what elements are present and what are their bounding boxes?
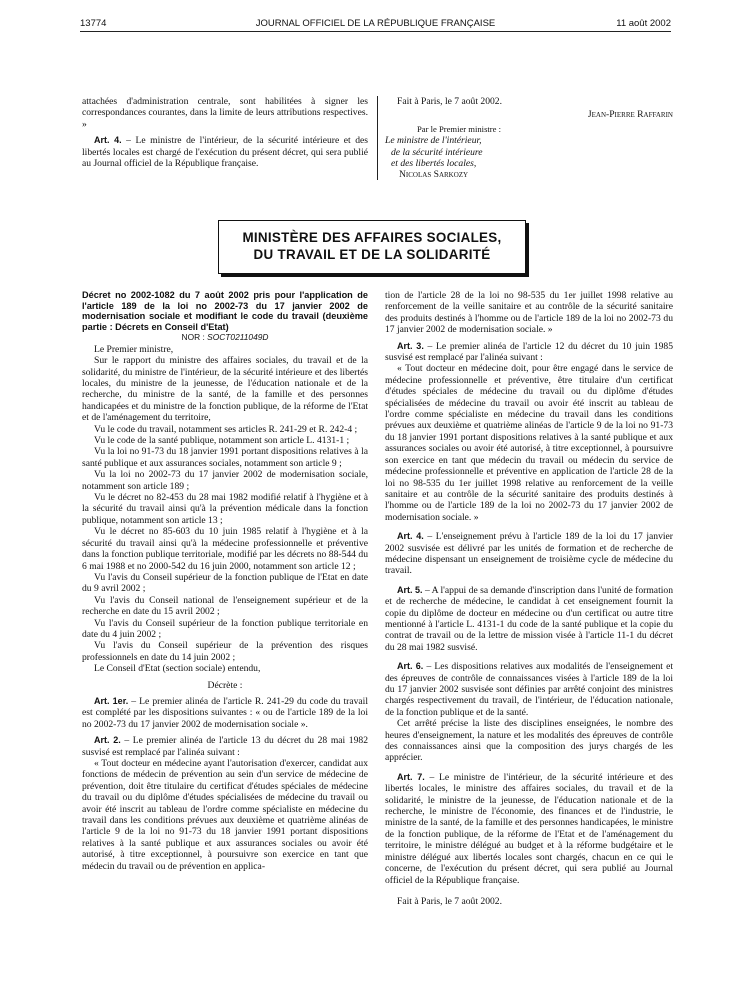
- visa-paragraph: Vu la loi no 2002-73 du 17 janvier 2002 de modernisation sociale, notamment son article 189 ;: [82, 469, 368, 492]
- ministry-line-2: DU TRAVAIL ET DE LA SOLIDARITÉ: [253, 247, 491, 262]
- minister-name: Nicolas Sarkozy: [399, 169, 469, 181]
- article-label: Art. 7.: [397, 771, 425, 782]
- article-text: – A l'appui de sa demande d'inscription dans l'unité de formation et de recherche de médecine, le candidat à cet enseignement fournit la copie du diplôme de docteur en médecine ou d'un certificat ou autre titre mentionné à l'article L. 4131-1 du code de la santé publique et la copie du contrat de travail ou de la lettre de mission visée à l'article 11-1 du décret du 28 mai 1982 susvisé.: [385, 584, 673, 653]
- visa-paragraph: Vu le décret no 85-603 du 10 juin 1985 relatif à l'hygiène et à la sécurité du travail ainsi qu'à la médecine professionnelle et préventive dans la fonction publique territoriale, modifié par les décrets no 88-544 du 6 mai 1988 et no 2000-542 du 16 juin 2000, notamment son article 12 ;: [82, 526, 368, 572]
- visa-paragraph: Sur le rapport du ministre des affaires sociales, du travail et de la solidarité, du ministre de l'intérieur, de la sécurité intérieure et des libertés locales, du ministre de la jeunesse, de l'éducation nationale et de la recherche, du ministre de la santé, de la famille et des personnes handicapées et du ministre de la fonction publique, de la réforme de l'Etat et de l'aménagement du territoire,: [82, 355, 368, 424]
- par-line: Par le Premier ministre :: [417, 123, 502, 134]
- minister-line-2: de la sécurité intérieure: [391, 146, 483, 158]
- signatory: Jean-Pierre Raffarin: [587, 109, 673, 121]
- article-text: – Le premier alinéa de l'article 13 du décret du 28 mai 1982 susvisé est remplacé par l'alinéa suivant :: [82, 735, 368, 758]
- nor-label: NOR :: [181, 332, 208, 343]
- article-text: – L'enseignement prévu à l'article 189 de la loi du 17 janvier 2002 susvisée est délivré par les unités de formation et de recherche de médecine dispensant un enseignement de troisième cycle de médecine du travail.: [385, 531, 673, 577]
- visa-paragraph: Vu le code de la santé publique, notamment son article L. 4131-1 ;: [94, 435, 350, 447]
- article-7: [385, 772, 673, 886]
- issue-date: 11 août 2002: [616, 18, 671, 29]
- minister-line-3: et des libertés locales,: [391, 158, 477, 170]
- column-divider: [377, 96, 378, 180]
- signature-block: [385, 96, 673, 181]
- article-4-previous: [82, 135, 368, 169]
- visa-paragraph: Vu le décret no 82-453 du 28 mai 1982 modifié relatif à l'hygiène et à la sécurité du travail ainsi qu'à la prévention médicale dans la fonction publique, notamment son article 13 ;: [82, 492, 368, 526]
- visa-paragraph: Vu l'avis du Conseil supérieur de la prévention des risques professionnels en date du 14 juin 2002 ;: [82, 640, 368, 663]
- visa-paragraph: Vu l'avis du Conseil supérieur de la fonction publique territoriale en date du 4 juin 2002 ;: [82, 617, 368, 640]
- article-label: Art. 3.: [397, 340, 424, 351]
- journal-title: JOURNAL OFFICIEL DE LA RÉPUBLIQUE FRANÇAISE: [255, 18, 496, 29]
- article-text: – Le premier alinéa de l'article 12 du décret du 10 juin 1985 susvisé est remplacé par l'alinéa suivant :: [385, 340, 673, 364]
- nor-line: [82, 332, 368, 343]
- article-text: – Les dispositions relatives aux modalités de l'enseignement et des épreuves de contrôle de connaissances visées à l'article 189 de la loi du 17 janvier 2002 susvisée sont définies par arrêté conjoint des ministres chargés respectivement du travail, de l'intérieur, de l'éducation nationale, de la fonction publique et de la santé.: [385, 661, 673, 718]
- article-5: [385, 585, 673, 653]
- fait-line: Fait à Paris, le 7 août 2002.: [397, 96, 502, 107]
- article-text: – Le ministre de l'intérieur, de la sécurité intérieure et des libertés locales est chargé de l'exécution du présent décret, qui sera publié au Journal officiel de la République française.: [82, 135, 368, 170]
- page-number: 13774: [80, 18, 107, 29]
- visa-paragraph: Vu l'avis du Conseil supérieur de la fonction publique de l'Etat en date du 9 avril 2002 ;: [82, 571, 368, 595]
- article-2-quote-continued: tion de l'article 28 de la loi no 98-535 du 1er juillet 1998 relative au renforcement de la veille sanitaire et au contrôle de la sécurité sanitaire des produits destinés à l'homme ou de l'article 189 de la loi no 2002-73 du 17 janvier 2002 de modernisation sociale. »: [385, 290, 673, 336]
- article-6-paragraph-2: Cet arrêté précise la liste des disciplines enseignées, le nombre des heures d'enseignement, la nature et les modalités des épreuves de contrôle des connaissances ainsi que la composition des jurys chargés de les apprécier.: [385, 718, 673, 764]
- decree-right-column: [385, 290, 673, 907]
- ministry-heading: [218, 220, 526, 274]
- article-label: Art. 6.: [397, 661, 424, 672]
- visa-paragraph: Vu la loi no 91-73 du 18 janvier 1991 portant dispositions relatives à la santé publique et aux assurances sociales, notamment son article 9 ;: [82, 446, 368, 469]
- article-label: Art. 1er.: [94, 695, 129, 706]
- article-text: – Le ministre de l'intérieur, de la sécurité intérieure et des libertés locales, le ministre des affaires sociales, du travail et de la solidarité, le ministre de la jeunesse, de l'éducation nationale et de la recherche, le ministre de l'économie, des finances et de l'industrie, le ministre de la santé, de la famille et des personnes handicapées, le ministre de la fonction publique, de la réforme de l'Etat et de l'aménagement du territoire, le ministre délégué au budget et à la réforme budgétaire et le ministre délégué aux libertés locales sont chargés, chacun en ce qui le concerne, de l'exécution du présent décret, qui sera publié au Journal officiel de la République française.: [385, 771, 673, 886]
- visa-paragraph: Le Conseil d'Etat (section sociale) entendu,: [94, 663, 261, 675]
- article-6: [385, 661, 673, 718]
- article-4: [385, 531, 673, 577]
- article-label: Art. 2.: [94, 735, 121, 746]
- ministry-line-1: MINISTÈRE DES AFFAIRES SOCIALES,: [242, 230, 502, 245]
- article-label: Art. 5.: [397, 584, 423, 595]
- article-2: [82, 735, 368, 758]
- visa-paragraph: Vu l'avis du Conseil national de l'enseignement supérieur et de la recherche en date du 15 avril 2002 ;: [82, 594, 368, 618]
- article-3-quote: « Tout docteur en médecine doit, pour être engagé dans le service de médecine professionnelle et préventive, être titulaire d'un certificat d'études spéciales de médecine du travail ou du diplôme d'études spécialisées de médecine du travail ou avoir été inscrit au tableau de l'ordre comme spécialiste en médecine du travail dans les conditions prévues aux deuxième et quatrième alinéas de l'article 9 de la loi no 91-73 du 18 janvier 1991 portant dispositions relatives à la santé publique et aux assurances sociales ou avoir été autorisé, à titre exceptionnel, à poursuivre son exercice en tant que médecin du travail ou médecin du service de médecine professionnelle et préventive en application de l'article 28 de la loi no 98-535 du 1er juillet 1998 relative au renforcement de la veille sanitaire et au contrôle de la sécurité sanitaire des produits destinés à l'homme ou de l'article 189 de la loi no 2002-73 du 17 janvier 2002 de modernisation sociale. »: [385, 363, 673, 523]
- article-3: [385, 341, 673, 364]
- decrete-heading: Décrète :: [207, 679, 243, 691]
- article-label: Art. 4.: [397, 531, 424, 542]
- article-text: – Le premier alinéa de l'article R. 241-29 du code du travail est complété par les dispositions suivantes : « ou de l'article 189 de la loi no 2002-73 du 17 janvier 2002 de modernisation sociale ».: [82, 695, 368, 730]
- paragraph: attachées d'administration centrale, sont habilitées à signer les correspondances courantes, dans la limite de leurs attributions respectives. »: [82, 96, 368, 130]
- nor-code: SOCT0211049D: [207, 332, 269, 343]
- visa-paragraph: Le Premier ministre,: [94, 343, 174, 355]
- article-2-quote: « Tout docteur en médecine ayant l'autorisation d'exercer, candidat aux fonctions de médecin de prévention au sein d'un service de médecine de prévention, doit être titulaire du certificat d'études spéciales de médecine du travail ou du diplôme d'études spécialisées de médecine du travail ou avoir été inscrit au tableau de l'ordre comme spécialiste en médecine du travail dans les conditions prévues aux deuxième et quatrième alinéas de l'article 9 de la loi no 91-73 du 18 janvier 1991 portant dispositions relatives à la santé publique et aux assurances sociales ou avoir été autorisé, à titre exceptionnel, à poursuivre son exercice en tant que médecin du travail ou de prévention en applica-: [82, 758, 368, 872]
- decree-left-column: [82, 290, 368, 872]
- fait-line: Fait à Paris, le 7 août 2002.: [397, 895, 502, 907]
- decree-title: Décret no 2002-1082 du 7 août 2002 pris pour l'application de l'article 189 de la loi no 2002-73 du 17 janvier 2002 de modernisation sociale et modifiant le code du travail (deuxième partie : Décrets en Conseil d'Etat): [82, 290, 368, 332]
- previous-decree-end: [82, 96, 368, 169]
- article-label: Art. 4.: [94, 135, 122, 146]
- article-1: [82, 696, 368, 730]
- minister-line-1: Le ministre de l'intérieur,: [385, 135, 482, 147]
- visa-paragraph: Vu le code du travail, notamment ses articles R. 241-29 et R. 242-4 ;: [94, 423, 358, 435]
- header-rule: [80, 31, 671, 32]
